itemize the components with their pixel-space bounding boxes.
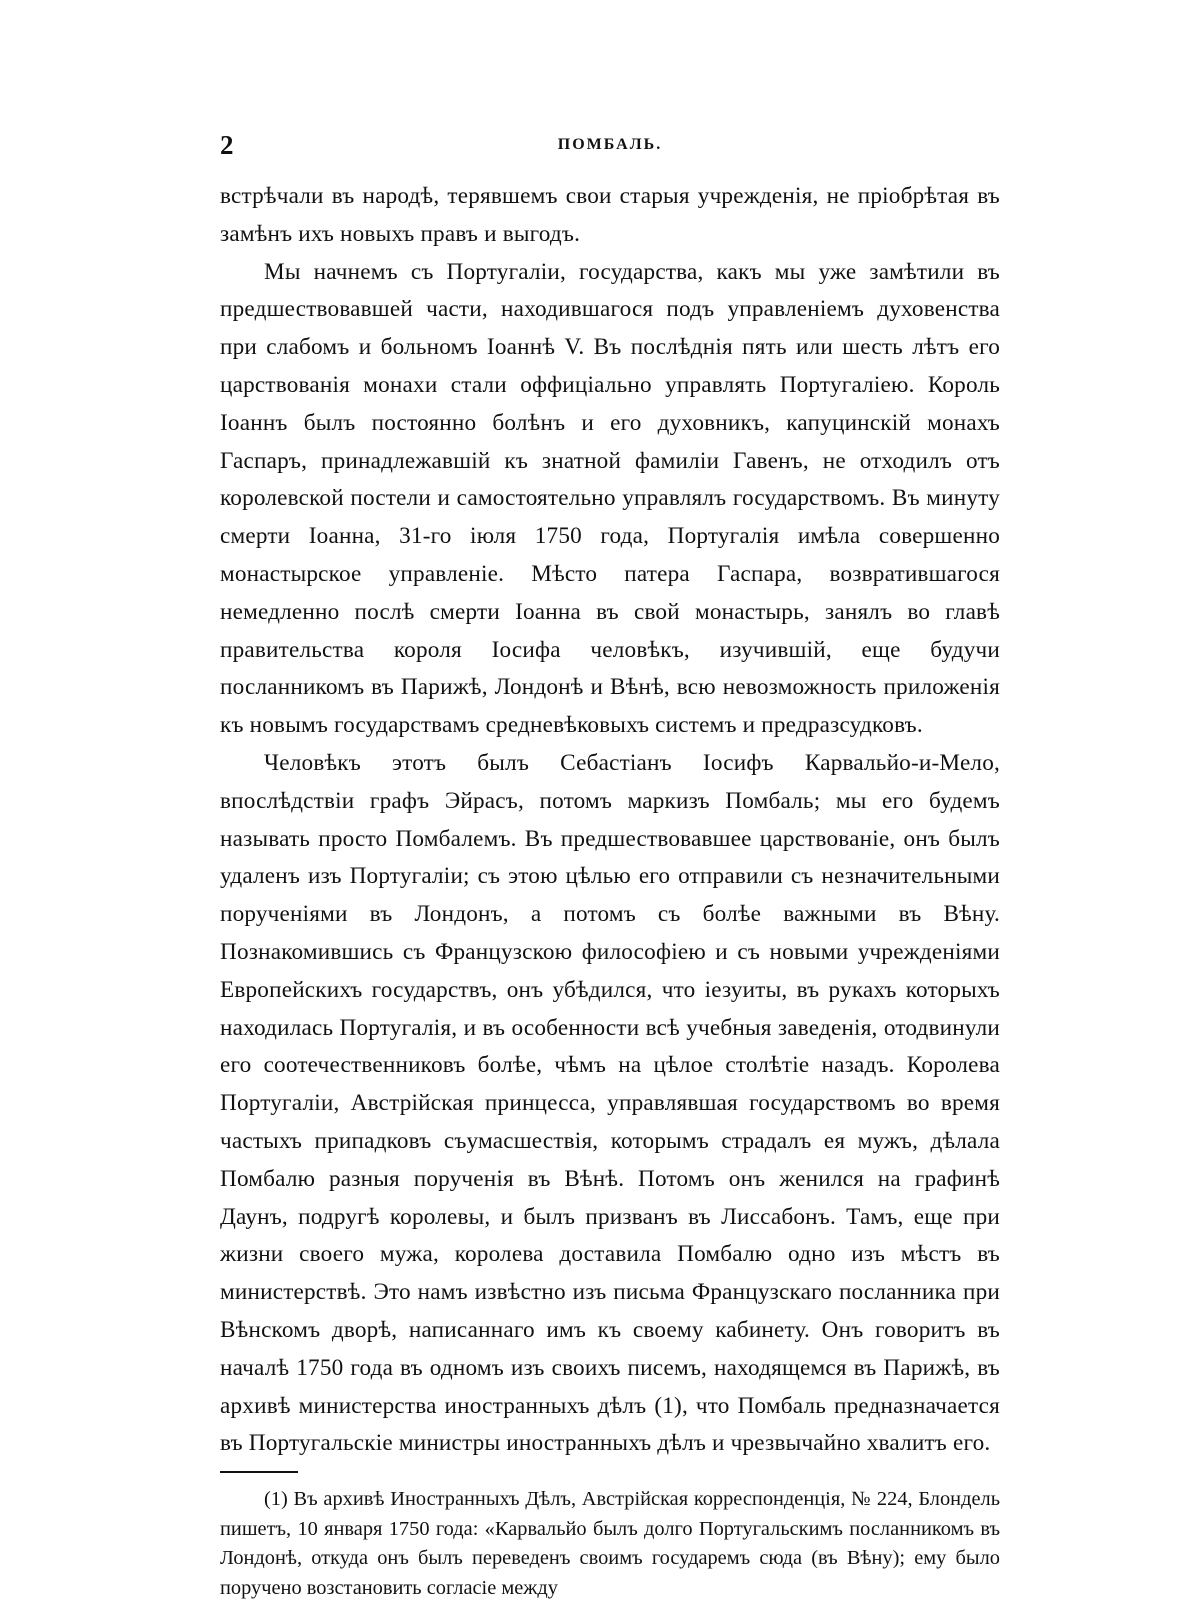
paragraph-portugal-clergy: Мы начнемъ съ Португаліи, государства, какъ мы уже замѣтили въ предшествовавшей части, находившагося подъ управленіемъ духовенства при слабомъ и больномъ Іоаннѣ V. Въ послѣднія пять или шесть лѣтъ его царствованія монахи стали оффиціально управлять Португаліею. Король Іоаннъ былъ постоянно болѣнъ и его духовникъ, капуцинскій монахъ Гаспаръ, принадлежавшій къ знатной фамиліи Гавенъ, не отходилъ отъ королевской постели и самостоятельно управлялъ государствомъ. Въ минуту смерти Іоанна, 31-го іюля 1750 года, Португалія имѣла совершенно монастырское управленіе. Мѣсто патера Гаспара, возвратившагося немедленно послѣ смерти Іоанна въ свой монастырь, занялъ во главѣ правительства короля Іосифа человѣкъ, изучившій, еще будучи посланникомъ въ Парижѣ, Лондонѣ и Вѣнѣ, всю невозможность приложенія къ новымъ государствамъ средневѣковыхъ системъ и предразсудковъ.	[220, 258, 1000, 739]
footnote: (1) Въ архивѣ Иностранныхъ Дѣлъ, Австрійская корреспонденція, № 224, Блондель пишетъ, 10 января 1750 года: «Карвальйо былъ долго Португальскимъ посланникомъ въ Лондонѣ, откуда онъ былъ переведенъ своимъ государемъ сюда (въ Вѣну); ему было поручено возстановить согласіе между	[220, 1488, 1000, 1599]
running-head	[220, 130, 1000, 164]
running-title: ПОМБАЛЬ.	[557, 136, 663, 153]
body-text	[220, 178, 1000, 1463]
paragraph-pombal-career: Человѣкъ этотъ былъ Себастіанъ Іосифъ Карвальйо-и-Мело, впослѣдствіи графъ Эйрасъ, потомъ маркизъ Помбаль; мы его будемъ называть просто Помбалемъ. Въ предшествовавшее царствованіе, онъ былъ удаленъ изъ Португаліи; съ этою цѣлью его отправили съ незначительными порученіями въ Лондонъ, а потомъ съ болѣе важными въ Вѣну. Познакомившись съ Французскою философіею и съ новыми учрежденіями Европейскихъ государствъ, онъ убѣдился, что іезуиты, въ рукахъ которыхъ находилась Португалія, и въ особенности всѣ учебныя заведенія, отодвинули его соотечественниковъ болѣе, чѣмъ на цѣлое столѣтіе назадъ. Королева Португаліи, Австрійская принцесса, управлявшая государствомъ во время частыхъ припадковъ съумасшествія, которымъ страдалъ ея мужъ, дѣлала Помбалю разныя порученія въ Вѣнѣ. Потомъ онъ женился на графинѣ Даунъ, подругѣ королевы, и былъ призванъ въ Лиссабонъ. Тамъ, еще при жизни своего мужа, королева доставила Помбалю одно изъ мѣстъ въ министерствѣ. Это намъ извѣстно изъ письма Французскаго посланника при Вѣнскомъ дворѣ, написаннаго имъ къ своему кабинету. Онъ говоритъ въ началѣ 1750 года въ одномъ изъ своихъ писемъ, находящемся въ Парижѣ, въ архивѣ министерства иностранныхъ дѣлъ (1), что Помбаль предназначается въ Португальскіе министры иностранныхъ дѣлъ и чрезвычайно хвалитъ его.	[220, 749, 1000, 1457]
page-number: 2	[220, 130, 234, 160]
footnote-rule	[220, 1471, 298, 1473]
paragraph-continuation: встрѣчали въ народѣ, терявшемъ свои старыя учрежденія, не пріобрѣтая въ замѣнъ ихъ новыхъ правъ и выгодъ.	[220, 183, 1000, 247]
book-page	[220, 130, 1000, 1603]
